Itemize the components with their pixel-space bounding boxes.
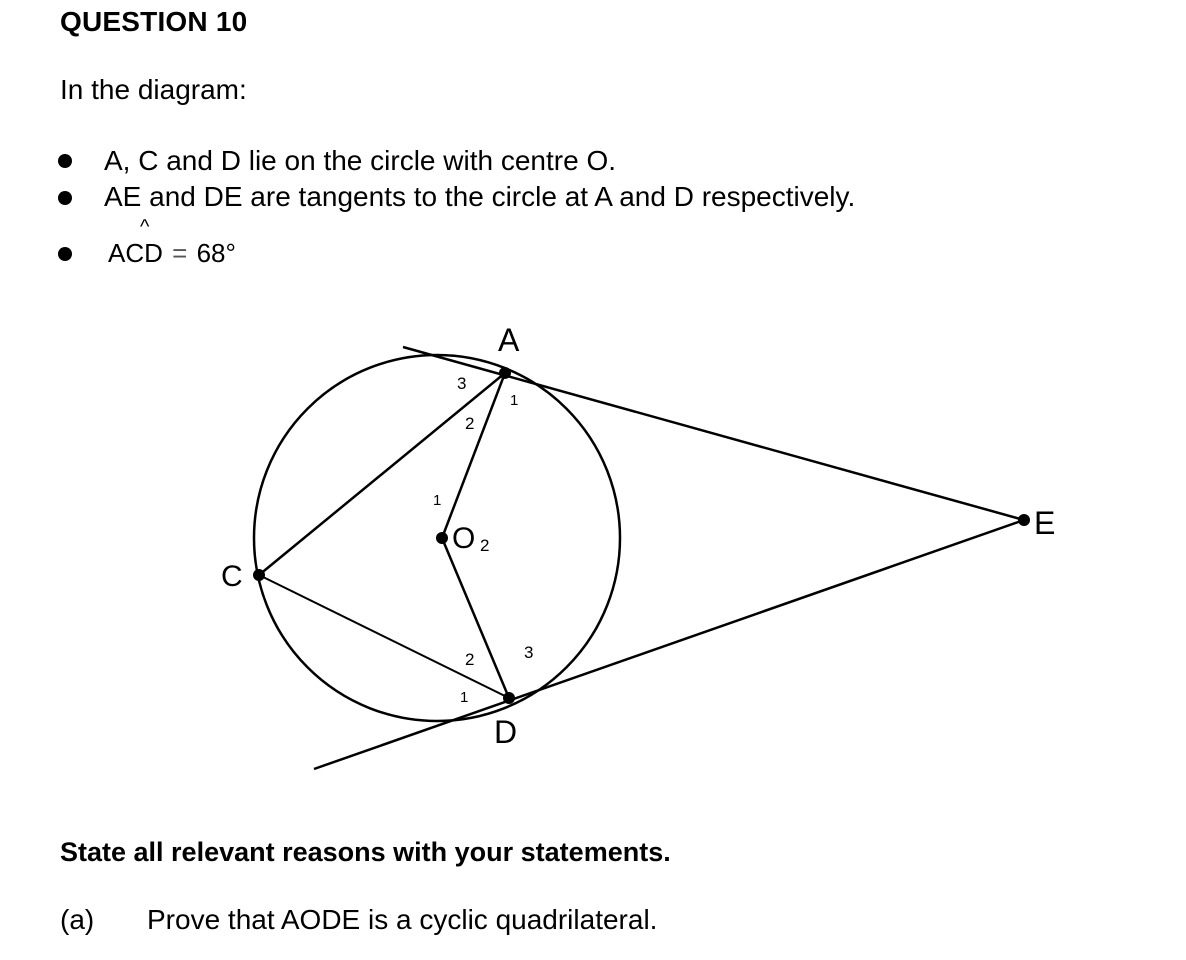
angle-a3: 3 [457, 374, 467, 393]
label-c: C [221, 560, 243, 593]
angle-value: 68° [196, 238, 236, 268]
part-a-label: (a) [60, 904, 95, 935]
angle-d1: 1 [460, 689, 469, 706]
tangent-de [314, 520, 1024, 769]
given-text: A, C and D lie on the circle with centre O. [104, 145, 616, 176]
chord-cd [259, 575, 509, 698]
given-text: AE and DE are tangents to the circle at A and D respectively. [104, 181, 856, 212]
label-e: E [1034, 505, 1056, 541]
angle-vertex-cd: CD [125, 238, 163, 268]
label-o: O [452, 522, 476, 555]
tangent-ae [403, 347, 1024, 520]
angle-o1: 1 [433, 492, 442, 509]
question-title: QUESTION 10 [60, 6, 248, 37]
point-e [1018, 514, 1030, 526]
point-a [499, 367, 511, 379]
radius-od [442, 538, 509, 698]
angle-d2: 2 [465, 650, 475, 669]
instruction-text: State all relevant reasons with your statements. [60, 837, 671, 867]
point-c [253, 569, 265, 581]
angle-vertex-a: A [108, 238, 126, 268]
label-a: A [498, 322, 520, 358]
intro-text: In the diagram: [60, 74, 247, 105]
angle-d3: 3 [524, 643, 534, 662]
angle-o2: 2 [480, 536, 490, 555]
label-d: D [494, 714, 518, 750]
point-d [503, 692, 515, 704]
equals-sign: = [172, 238, 188, 268]
angle-a2: 2 [465, 414, 475, 433]
angle-hat-symbol: ^ [140, 216, 150, 238]
part-a-text: Prove that AODE is a cyclic quadrilateral. [147, 904, 658, 935]
point-o [436, 532, 448, 544]
angle-a1: 1 [510, 392, 519, 409]
